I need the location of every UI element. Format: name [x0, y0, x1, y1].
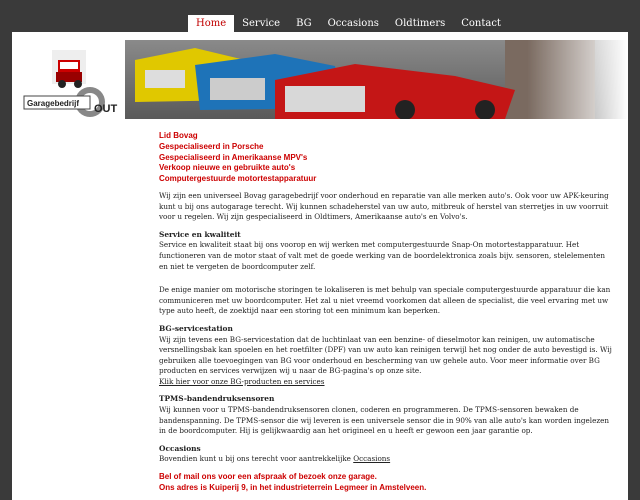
service-paragraph: Service en kwaliteit staat bij ons voorop en wij werken met computergestuurde Snap-On motortestapparatuur. Het functioneren van de motor staat of valt met de goede werking van de boordelektronica zoals bijv. sensoren, stelelementen en niet te vergeten de boordcomputer zelf. — [159, 240, 606, 271]
main-content — [159, 131, 614, 494]
highlight-item: Lid Bovag — [159, 131, 198, 140]
nav-home[interactable]: Home — [188, 15, 234, 32]
nav-service[interactable]: Service — [242, 18, 281, 29]
footer-line: Bel of mail ons voor een afspraak of bezoek onze garage. — [159, 472, 377, 482]
intro-paragraph: Wij zijn een universeel Bovag garagebedrijf voor onderhoud en reparatie van alle merken auto's. Ook voor uw APK-keuring kunt u bij ons autogarage terecht. Wij kunnen schadeherstel van uw auto, mitbreuk of herstel van sterretjes in uw voorruit voor u regelen. Wij zijn gespecialiseerd in Oldtimers, Amerikaanse auto's en Volvo's. — [159, 190, 609, 222]
nav-contact[interactable]: Contact — [461, 18, 501, 29]
occasions-link[interactable]: Occasions — [353, 454, 391, 464]
main-nav — [188, 15, 509, 32]
service-paragraph-2: De enige manier om motorische storingen te lokaliseren is met behulp van speciale computergestuurde apparatuur die kan communiceren met uw boordcomputer. Het zal u niet vreemd voorkomen dat alleen de specialist, die veel ervaring met uw type auto heeft, de zoektijd naar een storing tot een minimum kan beperken. — [159, 285, 611, 316]
bg-products-link[interactable]: Klik hier voor onze BG-producten en services — [159, 376, 325, 386]
logo-text-left: Garagebedrijf — [27, 99, 80, 108]
service-heading: Service en kwaliteit — [159, 229, 241, 239]
nav-oldtimers[interactable]: Oldtimers — [394, 18, 446, 29]
highlight-item: Gespecialiseerd in Porsche — [159, 141, 264, 151]
nav-occasions[interactable]: Occasions — [327, 18, 379, 29]
cars-banner-image — [125, 40, 628, 119]
highlight-item: Verkoop nieuwe en gebruikte auto's — [159, 163, 296, 173]
logo-text-right: OUT — [94, 103, 118, 115]
nav-bg[interactable]: BG — [296, 18, 312, 29]
highlight-item: Computergestuurde motortestapparatuur — [159, 174, 317, 184]
content-panel — [12, 32, 628, 500]
tpms-paragraph: Wij kunnen voor u TPMS-bandendruksensoren clonen, coderen en programmeren. De TPMS-sensoren bewaken de bandenspanning. De TPMS-sensor die wij leveren is een universele sensor die in 90% van alle auto's kan worden ingelezen in de boordcomputer. Hij is gelijkwaardig aan het origineel en u heeft er gewoon een jaar garantie op. — [159, 405, 610, 436]
bg-paragraph: Wij zijn tevens een BG-servicestation dat de luchtinlaat van een benzine- of dieselmotor kan reinigen, uw automatische versnellingsbak kan spoelen en het roetfilter (DPF) van uw auto kan reinigen terwijl het nog onder de auto bevestigd is. Wij gebruiken alle toevoegingen van BG voor onderhoud en bescherming van uw gehele auto. Voor meer informatie over BG producten en services verwijzen wij u naar de BG-pagina's op onze site. — [159, 334, 612, 376]
highlight-item: Gespecialiseerd in Amerikaanse MPV's — [159, 152, 308, 162]
occasions-heading: Occasions — [159, 443, 201, 453]
highlights-list — [159, 131, 614, 185]
garage-logo[interactable] — [22, 46, 118, 118]
bg-heading: BG-servicestation — [159, 323, 233, 333]
tpms-heading: TPMS-bandendruksensoren — [159, 394, 275, 404]
occasions-text: Bovendien kunt u bij ons terecht voor aantrekkelijke — [159, 454, 351, 464]
footer-line: Ons adres is Kuiperij 9, in het industrieterrein Legmeer in Amstelveen. — [159, 482, 427, 492]
